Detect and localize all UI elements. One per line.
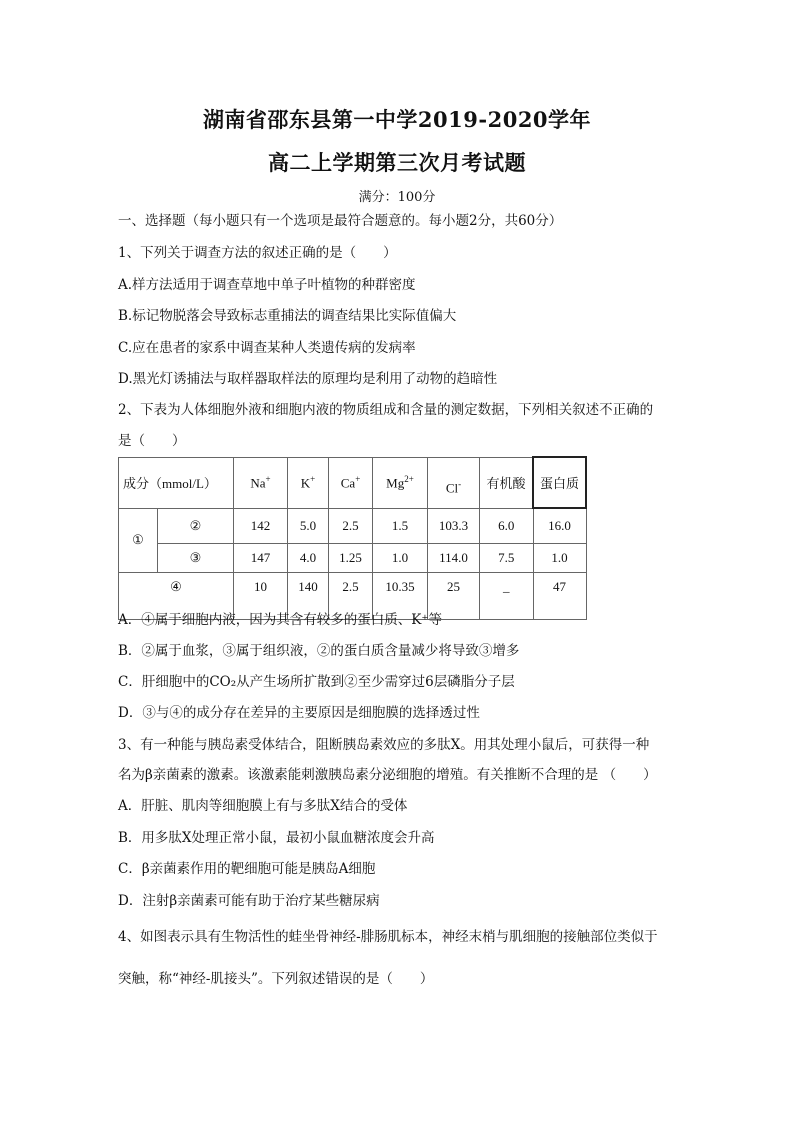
table-cell: 140 — [288, 573, 329, 620]
composition-table — [118, 456, 587, 620]
table-cell: 4.0 — [288, 544, 329, 573]
q2-option-c: C．肝细胞中的CO₂从产生场所扩散到②至少需穿过6层磷脂分子层 — [118, 674, 515, 690]
table-cell: 1.25 — [329, 544, 373, 573]
table-cell: 2.5 — [329, 573, 373, 620]
q3-option-c: C．β亲菌素作用的靶细胞可能是胰岛A细胞 — [118, 861, 376, 877]
header-na: Na+ — [234, 457, 288, 508]
table-cell: 10 — [234, 573, 288, 620]
q2-option-d: D．③与④的成分存在差异的主要原因是细胞膜的选择透过性 — [118, 705, 480, 721]
full-score: 满分：100分 — [358, 190, 436, 205]
section-heading: 一、选择题（每小题只有一个选项是最符合题意的。每小题2分，共60分） — [118, 213, 563, 229]
q2-stem-line-1: 2、下表为人体细胞外液和细胞内液的物质组成和含量的测定数据，下列相关叙述不正确的 — [118, 402, 654, 418]
q2-stem-line-2: 是（ ） — [118, 433, 186, 449]
table-cell: 147 — [234, 544, 288, 573]
q1-option-d: D.黑光灯诱捕法与取样器取样法的原理均是利用了动物的趋暗性 — [118, 371, 498, 387]
header-organic-acid: 有机酸 — [480, 457, 534, 508]
header-k: K+ — [288, 457, 329, 508]
table-cell: 1.0 — [533, 544, 586, 573]
q3-option-d: D．注射β亲菌素可能有助于治疗某些糖尿病 — [118, 893, 380, 909]
header-cl: Cl- — [428, 457, 480, 508]
table-cell: 16.0 — [533, 508, 586, 544]
row-label-1: ① — [119, 508, 158, 573]
table-corner-header: 成分（mmol/L） — [119, 457, 234, 508]
table-cell: 5.0 — [288, 508, 329, 544]
q3-option-a: A．肝脏、肌肉等细胞膜上有与多肽X结合的受体 — [118, 798, 408, 814]
q3-stem-line-2: 名为β亲菌素的激素。该激素能刺激胰岛素分泌细胞的增殖。有关推断不合理的是 （ ） — [118, 767, 657, 783]
header-protein: 蛋白质 — [533, 457, 586, 508]
header-mg: $Mg^{2+}$ — [373, 457, 428, 508]
row-label-3: ③ — [158, 544, 234, 573]
table-cell: 1.0 — [373, 544, 428, 573]
row-label-4: ④ — [119, 573, 234, 620]
q4-stem-line-2: 突触，称“神经-肌接头”。下列叙述错误的是（ ） — [118, 971, 434, 987]
table-cell: _ — [480, 573, 534, 620]
table-cell: 6.0 — [480, 508, 534, 544]
table-cell: 47 — [533, 573, 586, 620]
row-label-2: ② — [158, 508, 234, 544]
title-line-1: 湖南省邵东县第一中学2019-2020学年 — [202, 107, 592, 132]
header-ca: Ca+ — [329, 457, 373, 508]
q1-stem: 1、下列关于调查方法的叙述正确的是（ ） — [118, 245, 397, 261]
q2-option-b: B．②属于血浆，③属于组织液，②的蛋白质含量减少将导致③增多 — [118, 643, 520, 659]
title-line-2: 高二上学期第三次月考试题 — [268, 150, 526, 175]
table-cell: 25 — [428, 573, 480, 620]
q1-option-b: B.标记物脱落会导致标志重捕法的调查结果比实际值偏大 — [118, 308, 457, 324]
q4-stem-line-1: 4、如图表示具有生物活性的蛙坐骨神经-腓肠肌标本，神经末梢与肌细胞的接触部位类似于 — [118, 929, 658, 945]
table-cell: 114.0 — [428, 544, 480, 573]
q3-stem-line-1: 3、有一种能与胰岛素受体结合，阻断胰岛素效应的多肽X。用其处理小鼠后，可获得一种 — [118, 737, 650, 753]
q1-option-a: A.样方法适用于调查草地中单子叶植物的种群密度 — [118, 277, 416, 293]
table-cell: 2.5 — [329, 508, 373, 544]
q2-option-a: A．④属于细胞内液，因为其含有较多的蛋白质、K⁺等 — [118, 612, 442, 628]
table-cell: 103.3 — [428, 508, 480, 544]
table-cell: 7.5 — [480, 544, 534, 573]
table-cell: 1.5 — [373, 508, 428, 544]
table-cell: 142 — [234, 508, 288, 544]
q3-option-b: B．用多肽X处理正常小鼠，最初小鼠血糖浓度会升高 — [118, 830, 435, 846]
table-cell: 10.35 — [373, 573, 428, 620]
q1-option-c: C.应在患者的家系中调查某种人类遗传病的发病率 — [118, 340, 416, 356]
